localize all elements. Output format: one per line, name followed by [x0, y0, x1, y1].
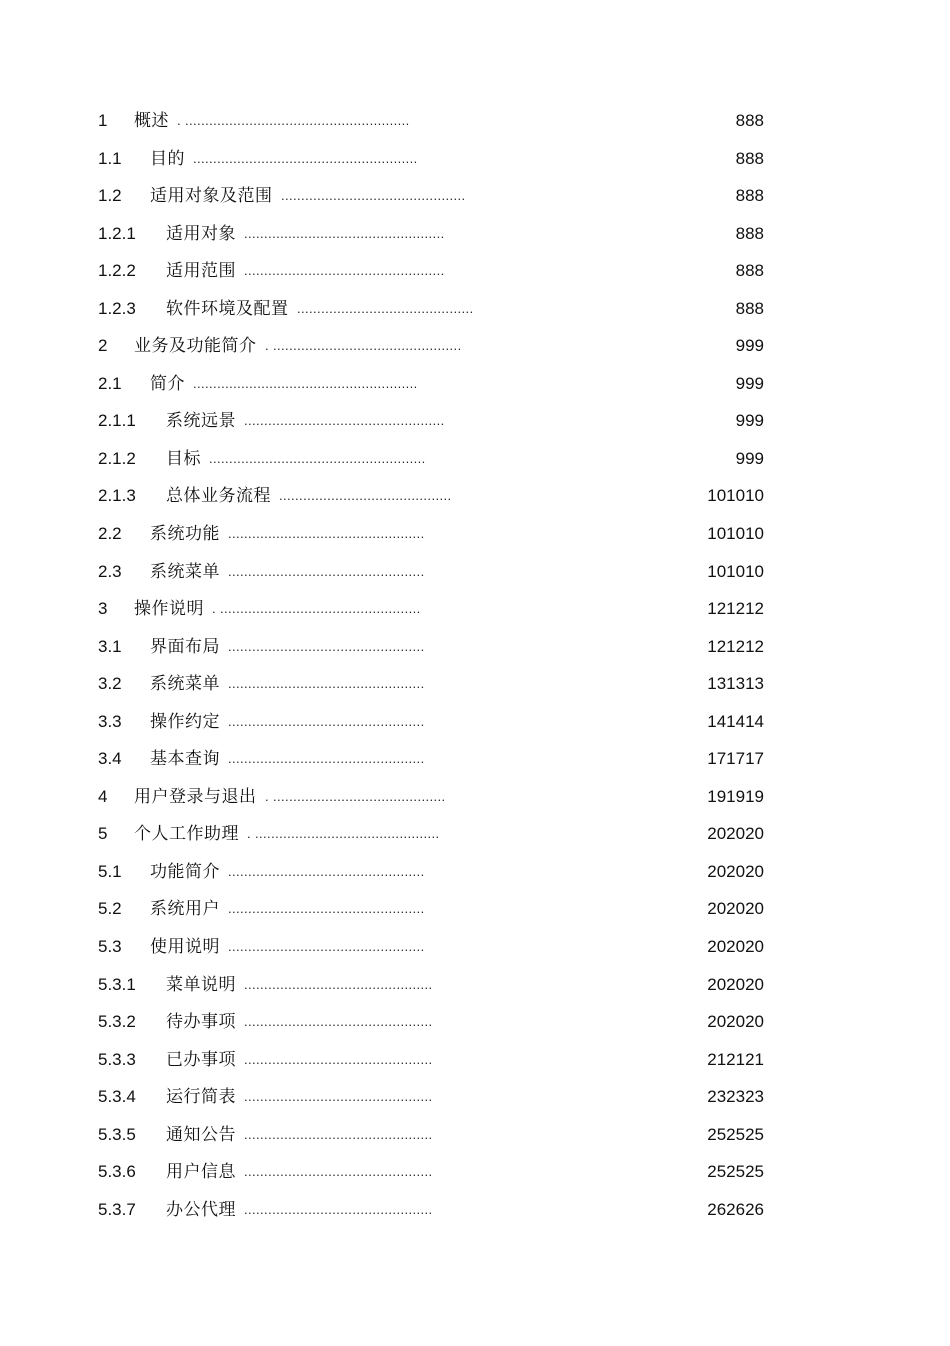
toc-entry-leader: . .............................................. [247, 826, 440, 842]
toc-entry-title: 使用说明 [150, 937, 220, 957]
toc-entry-number: 1.2 [98, 186, 122, 206]
toc-entry-title: 目标 [166, 448, 201, 468]
toc-entry-number: 5.3.4 [98, 1087, 136, 1107]
toc-entry-title: 个人工作助理 [134, 824, 239, 844]
toc-entry-page: 202020 [707, 974, 764, 994]
toc-entry-page: 202020 [707, 899, 764, 919]
toc-entry-page: 888 [735, 111, 764, 130]
toc-entry-page: 202020 [707, 861, 764, 881]
table-of-contents [0, 102, 950, 1228]
toc-entry-number: 1.2.2 [98, 261, 136, 281]
toc-entry[interactable] [0, 1191, 950, 1229]
toc-entry-page: 121212 [707, 599, 764, 619]
toc-entry-title: 基本查询 [150, 749, 220, 769]
toc-entry-number: 5.3.7 [98, 1199, 136, 1219]
toc-entry[interactable] [0, 665, 950, 703]
toc-entry-page: 202020 [707, 824, 764, 844]
toc-entry-number: 2.1.3 [98, 486, 136, 506]
toc-entry-title: 目的 [150, 148, 185, 168]
toc-entry-title: 操作说明 [134, 599, 204, 619]
toc-entry-title: 用户登录与退出 [134, 786, 257, 806]
toc-entry-page: 999 [735, 336, 764, 356]
toc-entry-page: 121212 [707, 636, 764, 656]
toc-entry-number: 1.2.3 [98, 298, 136, 318]
toc-entry[interactable] [0, 215, 950, 253]
toc-entry[interactable] [0, 890, 950, 928]
toc-entry[interactable] [0, 515, 950, 553]
toc-entry-number: 2.1.1 [98, 411, 136, 431]
toc-entry-title: 运行简表 [166, 1087, 236, 1107]
toc-entry-leader: .............................................. [281, 188, 466, 204]
toc-entry-leader: ...................................................... [209, 450, 426, 466]
toc-entry[interactable] [0, 1116, 950, 1154]
toc-entry-title: 系统远景 [166, 411, 236, 431]
toc-entry-number: 2 [98, 336, 108, 356]
toc-entry-page: 888 [735, 223, 764, 243]
toc-entry-leader: ................................................. [228, 901, 425, 917]
toc-entry-title: 通知公告 [166, 1124, 236, 1144]
toc-entry-page: 101010 [707, 561, 764, 581]
toc-entry-title: 适用对象及范围 [150, 186, 273, 206]
toc-entry[interactable] [0, 853, 950, 891]
toc-entry-title: 界面布局 [150, 636, 220, 656]
toc-entry-number: 5.3.2 [98, 1012, 136, 1032]
toc-entry-page: 101010 [707, 486, 764, 506]
toc-entry-title: 系统功能 [150, 524, 220, 544]
toc-entry-page: 252525 [707, 1124, 764, 1144]
toc-entry-title: 软件环境及配置 [166, 298, 289, 318]
toc-entry[interactable] [0, 140, 950, 178]
toc-entry-page: 191919 [707, 786, 764, 806]
toc-entry[interactable] [0, 703, 950, 741]
toc-entry[interactable] [0, 1078, 950, 1116]
toc-entry-number: 5.3 [98, 937, 122, 957]
toc-entry-page: 888 [735, 186, 764, 206]
toc-entry-number: 3.4 [98, 749, 122, 769]
toc-entry-number: 5.1 [98, 861, 122, 881]
toc-entry-title: 功能简介 [150, 861, 220, 881]
toc-entry[interactable] [0, 365, 950, 403]
toc-entry-number: 3 [98, 599, 108, 619]
toc-entry-title: 用户信息 [166, 1162, 236, 1182]
toc-entry-page: 171717 [707, 749, 764, 769]
toc-entry-title: 简介 [150, 373, 185, 393]
toc-entry-title: 概述 [134, 111, 169, 130]
toc-entry-leader: ............................................... [244, 1164, 433, 1180]
toc-entry-leader: ........................................................ [193, 375, 418, 391]
toc-entry[interactable] [0, 102, 950, 140]
toc-entry[interactable] [0, 590, 950, 628]
toc-entry-number: 3.1 [98, 636, 122, 656]
toc-entry[interactable] [0, 815, 950, 853]
toc-entry-number: 5.3.1 [98, 974, 136, 994]
toc-entry-number: 5.3.6 [98, 1162, 136, 1182]
toc-entry-page: 262626 [707, 1199, 764, 1219]
toc-entry-page: 141414 [707, 711, 764, 731]
toc-entry[interactable] [0, 327, 950, 365]
toc-entry-leader: ............................................... [244, 1051, 433, 1067]
toc-entry-page: 999 [735, 373, 764, 393]
toc-entry-title: 办公代理 [166, 1199, 236, 1219]
toc-entry[interactable] [0, 778, 950, 816]
toc-entry[interactable] [0, 177, 950, 215]
toc-entry-leader: ............................................... [244, 976, 433, 992]
toc-entry-page: 202020 [707, 937, 764, 957]
toc-entry-number: 3.2 [98, 674, 122, 694]
toc-entry-leader: .................................................. [244, 263, 445, 279]
toc-entry-number: 2.3 [98, 561, 122, 581]
toc-entry-leader: ............................................... [244, 1014, 433, 1030]
toc-entry[interactable] [0, 477, 950, 515]
toc-entry-page: 888 [735, 261, 764, 281]
toc-entry-number: 5.3.3 [98, 1049, 136, 1069]
toc-entry-leader: ................................................. [228, 563, 425, 579]
toc-entry-number: 2.1.2 [98, 448, 136, 468]
toc-entry-page: 232323 [707, 1087, 764, 1107]
toc-entry-number: 1.1 [98, 148, 122, 168]
toc-entry-number: 1 [98, 111, 108, 130]
toc-entry-page: 131313 [707, 674, 764, 694]
toc-entry-number: 2.1 [98, 373, 122, 393]
toc-entry-leader: ............................................... [244, 1089, 433, 1105]
toc-entry-leader: .................................................. [244, 413, 445, 429]
toc-entry-leader: ................................................. [228, 676, 425, 692]
toc-entry[interactable] [0, 290, 950, 328]
toc-entry-page: 202020 [707, 1012, 764, 1032]
toc-entry-leader: ........................................................ [193, 150, 418, 166]
toc-entry[interactable] [0, 440, 950, 478]
toc-entry[interactable] [0, 553, 950, 591]
toc-entry-page: 252525 [707, 1162, 764, 1182]
toc-entry-leader: ................................................. [228, 863, 425, 879]
toc-entry-title: 菜单说明 [166, 974, 236, 994]
toc-entry-leader: ............................................ [297, 300, 474, 316]
toc-entry-leader: . ........................................... [265, 788, 446, 804]
toc-entry-title: 系统菜单 [150, 674, 220, 694]
toc-entry-leader: ................................................. [228, 638, 425, 654]
toc-entry-leader: . ........................................................ [177, 113, 410, 128]
toc-entry-title: 适用范围 [166, 261, 236, 281]
toc-entry-title: 待办事项 [166, 1012, 236, 1032]
toc-entry[interactable] [0, 740, 950, 778]
toc-entry-page: 999 [735, 411, 764, 431]
toc-entry-leader: . ............................................... [265, 338, 462, 354]
toc-entry[interactable] [0, 628, 950, 666]
toc-entry-title: 适用对象 [166, 223, 236, 243]
toc-entry[interactable] [0, 1153, 950, 1191]
toc-entry-leader: ................................................. [228, 713, 425, 729]
toc-entry[interactable] [0, 252, 950, 290]
toc-entry[interactable] [0, 402, 950, 440]
toc-entry-title: 系统菜单 [150, 561, 220, 581]
toc-entry-number: 5.3.5 [98, 1124, 136, 1144]
toc-entry-page: 999 [735, 448, 764, 468]
toc-entry-number: 3.3 [98, 711, 122, 731]
toc-entry-page: 888 [735, 298, 764, 318]
toc-entry-leader: ................................................. [228, 939, 425, 955]
toc-entry-title: 已办事项 [166, 1049, 236, 1069]
toc-entry-page: 212121 [707, 1049, 764, 1069]
toc-entry[interactable] [0, 928, 950, 966]
toc-entry-page: 888 [735, 148, 764, 168]
toc-entry-leader: . .................................................. [212, 601, 421, 617]
toc-entry-page: 101010 [707, 524, 764, 544]
toc-entry-title: 操作约定 [150, 711, 220, 731]
toc-entry-title: 系统用户 [150, 899, 220, 919]
toc-entry-leader: .................................................. [244, 225, 445, 241]
toc-entry[interactable] [0, 1041, 950, 1079]
toc-entry-number: 5 [98, 824, 108, 844]
toc-entry[interactable] [0, 1003, 950, 1041]
toc-entry[interactable] [0, 966, 950, 1004]
toc-entry-number: 1.2.1 [98, 223, 136, 243]
toc-entry-leader: ............................................... [244, 1201, 433, 1217]
toc-entry-title: 总体业务流程 [166, 486, 271, 506]
toc-entry-number: 5.2 [98, 899, 122, 919]
toc-entry-title: 业务及功能简介 [134, 336, 257, 356]
toc-entry-leader: ................................................. [228, 526, 425, 542]
toc-entry-leader: ............................................... [244, 1126, 433, 1142]
toc-entry-leader: ........................................... [279, 488, 452, 504]
toc-entry-number: 4 [98, 786, 108, 806]
toc-entry-number: 2.2 [98, 524, 122, 544]
toc-entry-leader: ................................................. [228, 751, 425, 767]
